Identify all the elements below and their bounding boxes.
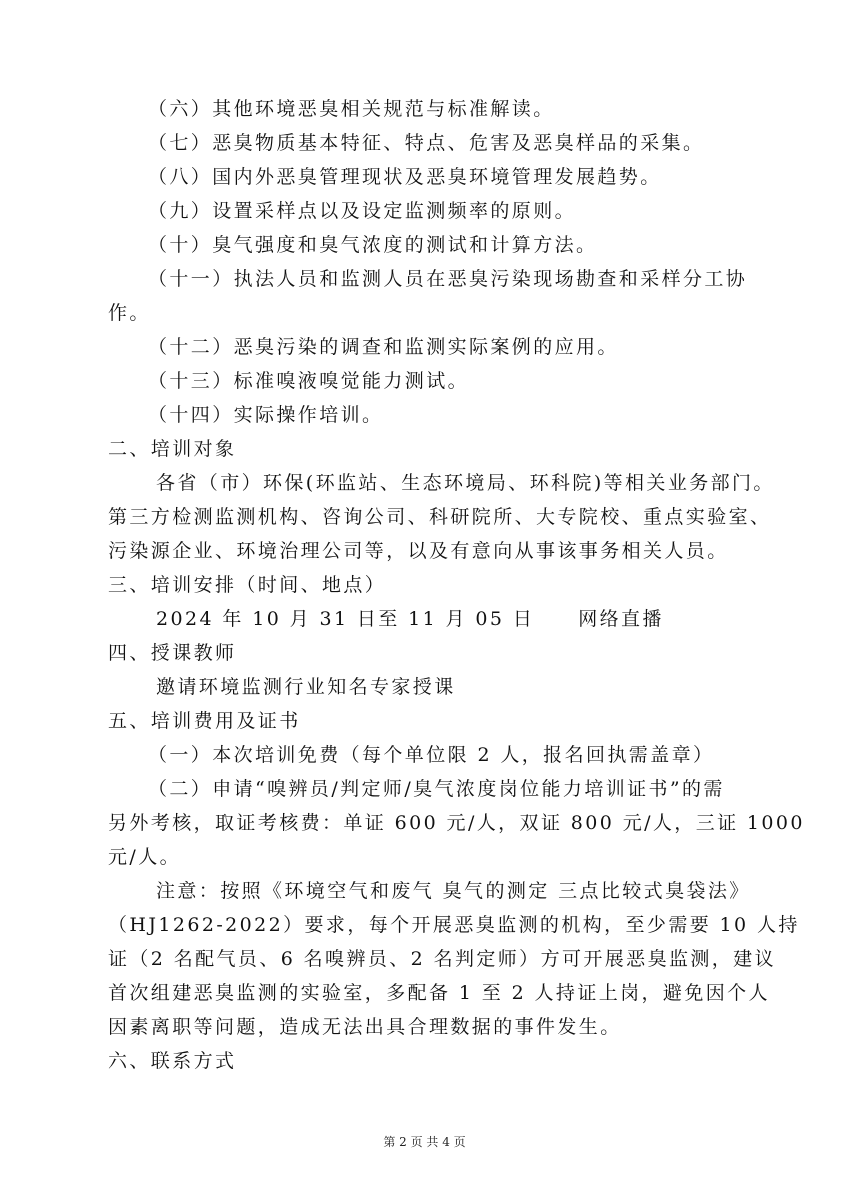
list-item-11: （十一）执法人员和监测人员在恶臭污染现场勘查和采样分工协	[148, 268, 748, 290]
note-paragraph-line: （HJ1262-2022）要求，每个开展恶臭监测的机构，至少需要 10 人持	[108, 914, 800, 936]
trainees-paragraph-line: 污染源企业、环境治理公司等，以及有意向从事该事务相关人员。	[108, 540, 729, 562]
list-item-7: （七）恶臭物质基本特征、特点、危害及恶臭样品的采集。	[148, 132, 705, 154]
fees-item-2: （二）申请“嗅辨员/判定师/臭气浓度岗位能力培训证书”的需	[148, 778, 725, 800]
list-item-12: （十二）恶臭污染的调查和监测实际案例的应用。	[148, 336, 619, 358]
trainees-paragraph-line: 第三方检测监测机构、咨询公司、科研院所、大专院校、重点实验室、	[108, 506, 772, 528]
fees-item-2-continued: 元/人。	[108, 846, 182, 868]
section-heading-fees: 五、培训费用及证书	[108, 710, 301, 732]
list-item-8: （八）国内外恶臭管理现状及恶臭环境管理发展趋势。	[148, 166, 662, 188]
list-item-11-continued: 作。	[108, 302, 151, 324]
document-body	[108, 92, 805, 1078]
section-heading-contact: 六、联系方式	[108, 1050, 237, 1072]
list-item-6: （六）其他环境恶臭相关规范与标准解读。	[148, 98, 555, 120]
schedule-date: 2024 年 10 月 31 日至 11 月 05 日	[156, 608, 535, 630]
note-paragraph-line: 证（2 名配气员、6 名嗅辨员、2 名判定师）方可开展恶臭监测，建议	[108, 948, 776, 970]
fees-item-2-continued: 另外考核，取证考核费：单证 600 元/人，双证 800 元/人，三证 1000	[108, 812, 805, 834]
trainees-paragraph-line: 各省（市）环保(环监站、生态环境局、环科院)等相关业务部门。	[156, 472, 775, 494]
note-paragraph-line: 因素离职等问题，造成无法出具合理数据的事件发生。	[108, 1016, 622, 1038]
instructors-line: 邀请环境监测行业知名专家授课	[156, 676, 456, 698]
list-item-10: （十）臭气强度和臭气浓度的测试和计算方法。	[148, 234, 598, 256]
fees-item-1: （一）本次培训免费（每个单位限 2 人，报名回执需盖章）	[148, 744, 715, 766]
note-paragraph-line: 注意：按照《环境空气和废气 臭气的测定 三点比较式臭袋法》	[156, 880, 751, 902]
section-heading-instructors: 四、授课教师	[108, 642, 237, 664]
list-item-14: （十四）实际操作培训。	[148, 404, 384, 426]
section-heading-schedule: 三、培训安排（时间、地点）	[108, 574, 387, 596]
section-heading-trainees: 二、培训对象	[108, 438, 237, 460]
schedule-mode: 网络直播	[578, 608, 664, 630]
page-number-footer: 第 2 页 共 4 页	[383, 1135, 466, 1149]
schedule-line	[108, 602, 748, 636]
list-item-9: （九）设置采样点以及设定监测频率的原则。	[148, 200, 577, 222]
note-paragraph-line: 首次组建恶臭监测的实验室，多配备 1 至 2 人持证上岗，避免因个人	[108, 982, 770, 1004]
list-item-13: （十三）标准嗅液嗅觉能力测试。	[148, 370, 470, 392]
